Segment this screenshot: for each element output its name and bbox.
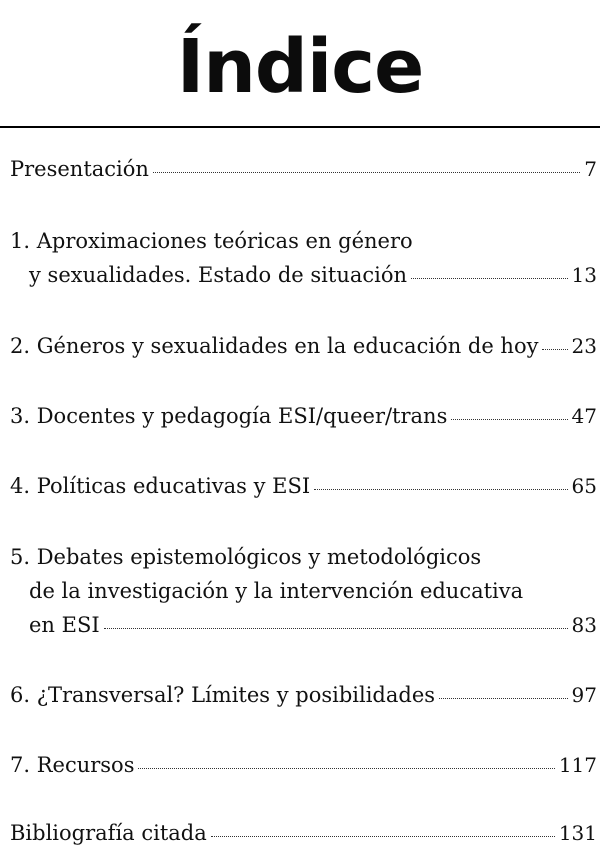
dot-leader [211, 836, 555, 837]
toc-entry-title: 1. Aproximaciones teóricas en género [10, 229, 413, 253]
toc-entry-line [10, 329, 597, 363]
page-title: Índice [176, 24, 424, 110]
toc-entry-title: Bibliografía citada [10, 821, 207, 845]
toc-entry-title: 5. Debates epistemológicos y metodológicos [10, 545, 482, 569]
toc-entry-presentacion[interactable] [10, 152, 597, 186]
toc-entry-title-cont: y sexualidades. Estado de situación [29, 263, 408, 287]
toc-entry-title: 4. Políticas educativas y ESI [10, 474, 311, 498]
toc-entry-3[interactable] [10, 399, 597, 433]
toc-entry-line [10, 816, 597, 850]
dot-leader [411, 278, 568, 279]
toc-entry-4[interactable] [10, 469, 597, 503]
toc-entry-7[interactable] [10, 748, 597, 782]
dot-leader [439, 698, 568, 699]
toc-page-number: 47 [571, 404, 597, 428]
toc-page-number: 65 [571, 474, 597, 498]
dot-leader [138, 768, 554, 769]
toc-entry-line [10, 469, 597, 503]
toc-entry-line [10, 678, 597, 712]
toc-entry-line [10, 748, 597, 782]
toc-entry-title-cont: de la investigación y la intervención educativa [29, 579, 524, 603]
toc-page-number: 83 [571, 613, 597, 637]
toc-entry-line [10, 608, 597, 642]
toc-entry-line [10, 152, 597, 186]
toc-entry-title: 7. Recursos [10, 753, 135, 777]
toc-entry-6[interactable] [10, 678, 597, 712]
toc-entry-bibliografia[interactable] [10, 816, 597, 850]
toc-entry-title: 3. Docentes y pedagogía ESI/queer/trans [10, 404, 448, 428]
toc-entry-title: 6. ¿Transversal? Límites y posibilidades [10, 683, 436, 707]
dot-leader [153, 172, 580, 173]
toc-page-number: 7 [584, 157, 597, 181]
toc-entry-line [10, 399, 597, 433]
toc-entry-title-cont: en ESI [29, 613, 100, 637]
dot-leader [104, 628, 568, 629]
toc-entry-line [10, 258, 597, 292]
toc-page-number: 13 [571, 263, 597, 287]
toc-entry-2[interactable] [10, 329, 597, 363]
toc-entry-title: Presentación [10, 157, 149, 181]
toc-page-number: 117 [558, 753, 597, 777]
toc-entry-5[interactable] [10, 540, 597, 642]
toc-page-number: 97 [571, 683, 597, 707]
toc-page-number: 131 [558, 821, 597, 845]
toc-entry-title: 2. Géneros y sexualidades en la educación de hoy [10, 334, 539, 358]
dot-leader [314, 489, 567, 490]
dot-leader [542, 349, 567, 350]
toc-page-number: 23 [571, 334, 597, 358]
title-rule [0, 126, 600, 128]
toc-entry-1[interactable] [10, 224, 597, 292]
dot-leader [451, 419, 567, 420]
